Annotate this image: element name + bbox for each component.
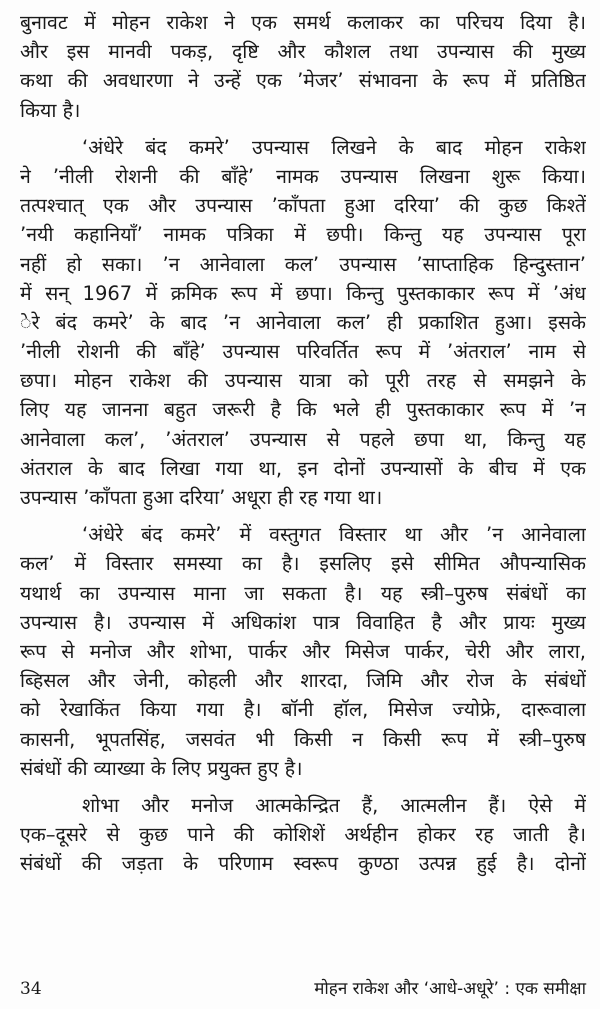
text-line: को रेखाकिंत किया गया है। बॉनी हॉल, मिसेज ज्योफ्रे, दारूवाला (20, 698, 586, 722)
text-line: ’नयी कहानियाँ’ नामक पत्रिका में छपी। किन्तु यह उपन्यास पूरा (20, 223, 586, 247)
page-number: 34 (20, 979, 42, 999)
text-line: तत्पश्चात् एक और उपन्यास ’काँपता हुआ दरिया’ की कुछ किश्तें (20, 194, 586, 218)
text-line: रूप से मनोज और शोभा, पार्कर और मिसेज पार्कर, चेरी और लारा, (20, 639, 586, 663)
text-line: कथा की अवधारणा ने उन्हें एक ’मेजर’ संभावना के रूप में प्रतिष्ठित (20, 69, 586, 93)
text-line: और इस मानवी पकड़, दृष्टि और कौशल तथा उपन्यास की मुख्य (20, 40, 586, 64)
text-line: ेरे बंद कमरे’ के बाद ’न आनेवाला कल’ ही प्रकाशित हुआ। इसके (20, 310, 586, 334)
text-line: में सन् 1967 में क्रमिक रूप में छपा। किन्तु पुस्तकाकार रूप में ’अंध (20, 281, 586, 305)
text-line: बुनावट में मोहन राकेश ने एक समर्थ कलाकर का परिचय दिया है। (20, 11, 586, 34)
text-line: ’नीली रोशनी की बाँहे’ उपन्यास परिवर्तित रूप में ’अंतराल’ नाम से (20, 340, 586, 364)
text-line: अंतराल के बाद लिखा गया था, इन दोनों उपन्यासों के बीच में एक (20, 456, 586, 480)
text-line: उपन्यास ’काँपता हुआ दरिया’ अधूरा ही रह गया था। (20, 486, 383, 509)
text-line: नहीं हो सका। ’न आनेवाला कल’ उपन्यास ’साप्ताहिक हिन्दुस्तान’ (20, 252, 586, 276)
paragraph-4 (20, 791, 586, 879)
text-line: यथार्थ का उपन्यास माना जा सकता है। यह स्त्री–पुरुष संबंधों का (20, 581, 586, 605)
running-title: मोहन राकेश और ‘आधे-अधूरे’ : एक समीक्षा (314, 979, 586, 999)
paragraph-2 (20, 133, 586, 512)
text-line: संबंधों की जड़ता के परिणाम स्वरूप कुण्ठा उत्पन्न हुई है। दोनों (20, 852, 586, 876)
text-line: ने ’नीली रोशनी की बाँहे’ नामक उपन्यास लिखना शुरू किया। (20, 164, 586, 188)
text-line: लिए यह जानना बहुत जरूरी है कि भले ही पुस्तकाकार रूप में ’न (20, 398, 586, 422)
text-line: उपन्यास है। उपन्यास में अधिकांश पात्र विवाहित है और प्रायः मुख्य (20, 610, 586, 634)
text-line: कासनी, भूपतसिंह, जसवंत भी किसी न किसी रूप में स्त्री–पुरुष (20, 727, 586, 751)
text-line: किया है। (20, 98, 81, 122)
page-footer (20, 976, 586, 1002)
text-line: ‘अंधेरे बंद कमरे’ में वस्तुगत विस्तार था और ’न आनेवाला (82, 523, 586, 547)
paragraph-1 (20, 8, 586, 125)
text-line: संबंधों की व्याख्या के लिए प्रयुक्त हुए है। (20, 756, 303, 780)
text-line: ‘अंधेरे बंद कमरे’ उपन्यास लिखने के बाद मोहन राकेश (82, 135, 586, 159)
text-line: शोभा और मनोज आत्मकेन्द्रित हैं, आत्मलीन हैं। ऐसे में (82, 793, 586, 817)
text-line: छपा। मोहन राकेश की उपन्यास यात्रा को पूरी तरह से समझने के (20, 369, 586, 393)
text-line: ब्हिसल और जेनी, कोहली और शारदा, जिमि और रोज के संबंधों (20, 669, 586, 693)
text-line: एक–दूसरे से कुछ पाने की कोशिशें अर्थहीन होकर रह जाती है। (20, 823, 586, 847)
text-line: कल’ में विस्तार समस्या का है। इसलिए इसे सीमित औपन्यासिक (20, 552, 586, 576)
body-text (20, 8, 586, 878)
paragraph-3 (20, 520, 586, 783)
text-line: आनेवाला कल’, ’अंतराल’ उपन्यास से पहले छपा था, किन्तु यह (20, 427, 586, 451)
